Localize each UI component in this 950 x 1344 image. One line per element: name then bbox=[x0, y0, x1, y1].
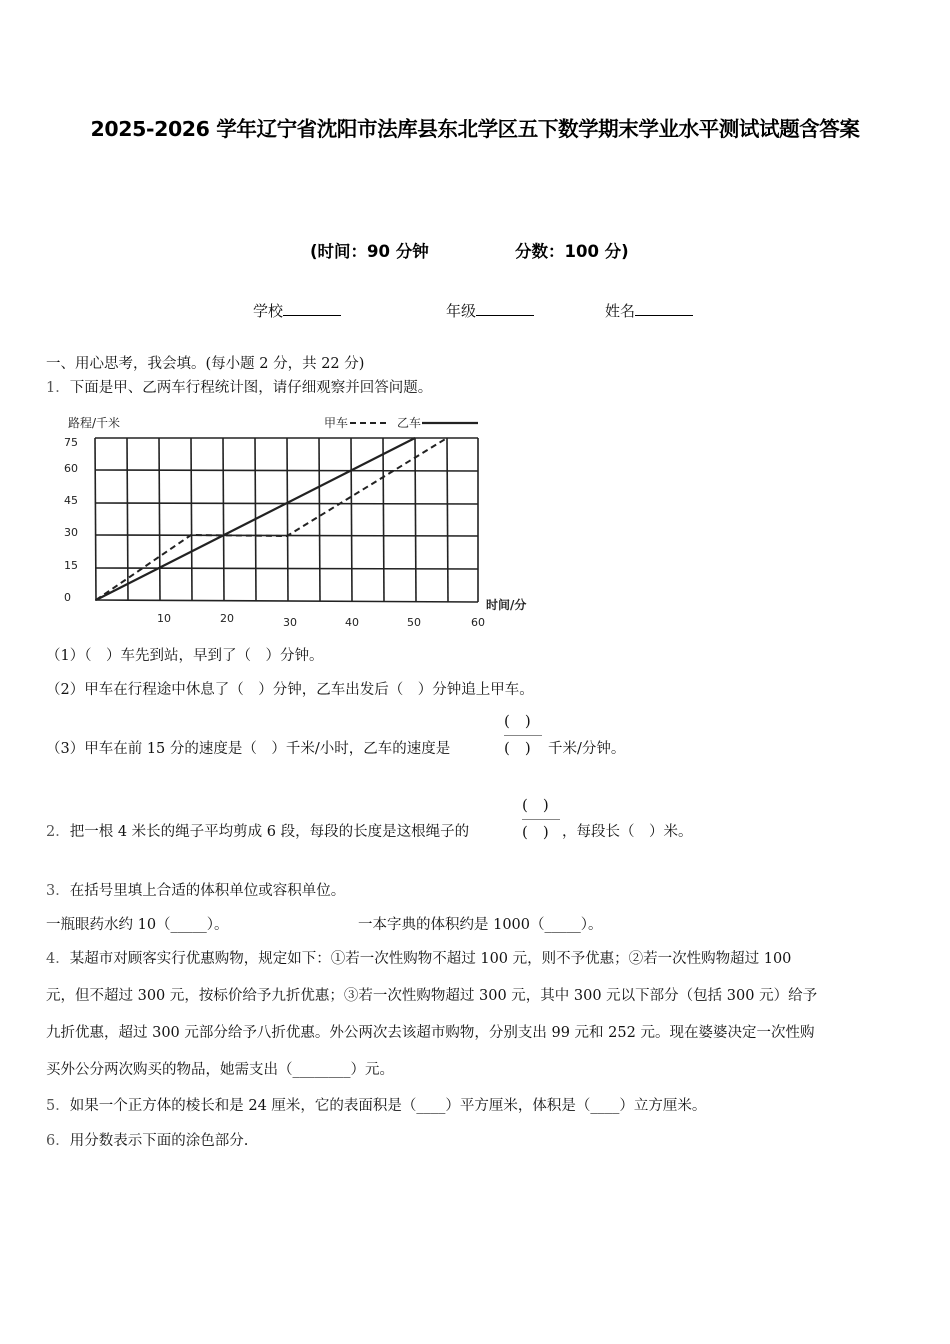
y-tick-labels bbox=[64, 436, 78, 604]
svg-text:50: 50 bbox=[407, 616, 421, 629]
q2-fraction-blank[interactable] bbox=[522, 794, 564, 844]
q1-sub1: （1）（ ）车先到站，早到了（ ）分钟。 bbox=[46, 648, 324, 664]
grade-label: 年级 bbox=[446, 302, 477, 320]
y-axis-label: 路程/千米 bbox=[68, 416, 121, 430]
section-heading: 一、用心思考，我会填。(每小题 2 分，共 22 分) bbox=[46, 356, 365, 372]
q1-sub3 bbox=[46, 737, 450, 758]
grade-blank[interactable] bbox=[476, 301, 534, 316]
fraction-bar bbox=[504, 735, 542, 736]
svg-text:60: 60 bbox=[471, 616, 485, 629]
question-5 bbox=[46, 1094, 706, 1115]
svg-text:10: 10 bbox=[157, 612, 171, 625]
fraction-denominator[interactable]: ( ) bbox=[504, 739, 531, 757]
fraction-bar bbox=[522, 819, 560, 820]
question-6 bbox=[46, 1129, 248, 1150]
fraction-numerator[interactable]: ( ) bbox=[504, 712, 531, 730]
question-text: 在括号里填上合适的体积单位或容积单位。 bbox=[69, 883, 346, 899]
q2-text-tail: ，每段长（ ）米。 bbox=[562, 824, 693, 840]
svg-text:60: 60 bbox=[64, 462, 78, 475]
question-number: 4． bbox=[46, 951, 70, 967]
total-score: 分数：100 分) bbox=[515, 242, 629, 261]
svg-text:0: 0 bbox=[64, 591, 71, 604]
x-tick-labels bbox=[157, 612, 485, 629]
svg-text:15: 15 bbox=[64, 559, 78, 572]
question-1 bbox=[46, 376, 432, 397]
school-label: 学校 bbox=[253, 302, 284, 320]
q1-sub3-unit: 千米/分钟。 bbox=[548, 741, 626, 757]
fraction-denominator[interactable]: ( ) bbox=[522, 823, 549, 841]
question-text: 下面是甲、乙两车行程统计图，请仔细观察并回答问题。 bbox=[69, 380, 433, 396]
svg-text:45: 45 bbox=[64, 494, 78, 507]
svg-text:30: 30 bbox=[283, 616, 297, 629]
question-number: 2． bbox=[46, 824, 70, 840]
x-axis-label: 时间/分 bbox=[486, 598, 527, 612]
question-text: 如果一个正方体的棱长和是 24 厘米，它的表面积是（____）平方厘米，体积是（____）立方厘米。 bbox=[69, 1098, 707, 1114]
question-text: 用分数表示下面的涂色部分. bbox=[69, 1133, 249, 1149]
question-4 bbox=[46, 947, 791, 968]
question-2 bbox=[46, 820, 469, 841]
q1-sub3-text: （3）甲车在前 15 分的速度是（ ）千米/小时，乙车的速度是 bbox=[46, 741, 451, 757]
grid bbox=[95, 438, 478, 602]
document-title: 2025-2026 学年辽宁省沈阳市法库县东北学区五下数学期末学业水平测试试题含答案 bbox=[90, 117, 860, 141]
question-text: 把一根 4 米长的绳子平均剪成 6 段，每段的长度是这根绳子的 bbox=[69, 824, 470, 840]
q4-line2: 元，但不超过 300 元，按标价给予九折优惠；③若一次性购物超过 300 元，其中 300 元以下部分（包括 300 元）给予 bbox=[46, 988, 818, 1004]
school-blank[interactable] bbox=[283, 301, 341, 316]
name-label: 姓名 bbox=[605, 302, 636, 320]
legend-yi-label: 乙车 bbox=[397, 416, 422, 430]
time-limit: (时间：90 分钟 bbox=[310, 242, 429, 261]
question-3 bbox=[46, 879, 345, 900]
q4-line3: 九折优惠，超过 300 元部分给予八折优惠。外公两次去该超市购物，分别支出 99 元和 252 元。现在婆婆决定一次性购 bbox=[46, 1025, 815, 1041]
series-jia bbox=[96, 438, 447, 600]
svg-text:20: 20 bbox=[220, 612, 234, 625]
question-number: 6． bbox=[46, 1133, 70, 1149]
legend-jia-label: 甲车 bbox=[324, 416, 349, 430]
svg-text:40: 40 bbox=[345, 616, 359, 629]
question-number: 1． bbox=[46, 380, 70, 396]
question-number: 3． bbox=[46, 883, 70, 899]
q3-item-a: 一瓶眼药水约 10（_____）。 bbox=[46, 917, 229, 933]
question-number: 5． bbox=[46, 1098, 70, 1114]
q1-fraction-blank[interactable] bbox=[504, 710, 546, 760]
question-text: 某超市对顾客实行优惠购物，规定如下：①若一次性购物不超过 100 元，则不予优惠；②若一次性购物超过 100 bbox=[69, 951, 792, 967]
grade-field[interactable] bbox=[446, 300, 534, 321]
name-field[interactable] bbox=[605, 300, 693, 321]
svg-text:30: 30 bbox=[64, 526, 78, 539]
fraction-numerator[interactable]: ( ) bbox=[522, 796, 549, 814]
q4-line4: 买外公分两次购买的物品，她需支出（________）元。 bbox=[46, 1062, 394, 1078]
name-blank[interactable] bbox=[635, 301, 693, 316]
q1-sub2: （2）甲车在行程途中休息了（ ）分钟，乙车出发后（ ）分钟追上甲车。 bbox=[46, 682, 534, 698]
q3-item-b: 一本字典的体积约是 1000（_____）。 bbox=[358, 917, 603, 933]
travel-line-chart bbox=[60, 408, 550, 630]
school-field[interactable] bbox=[253, 300, 341, 321]
svg-text:75: 75 bbox=[64, 436, 78, 449]
